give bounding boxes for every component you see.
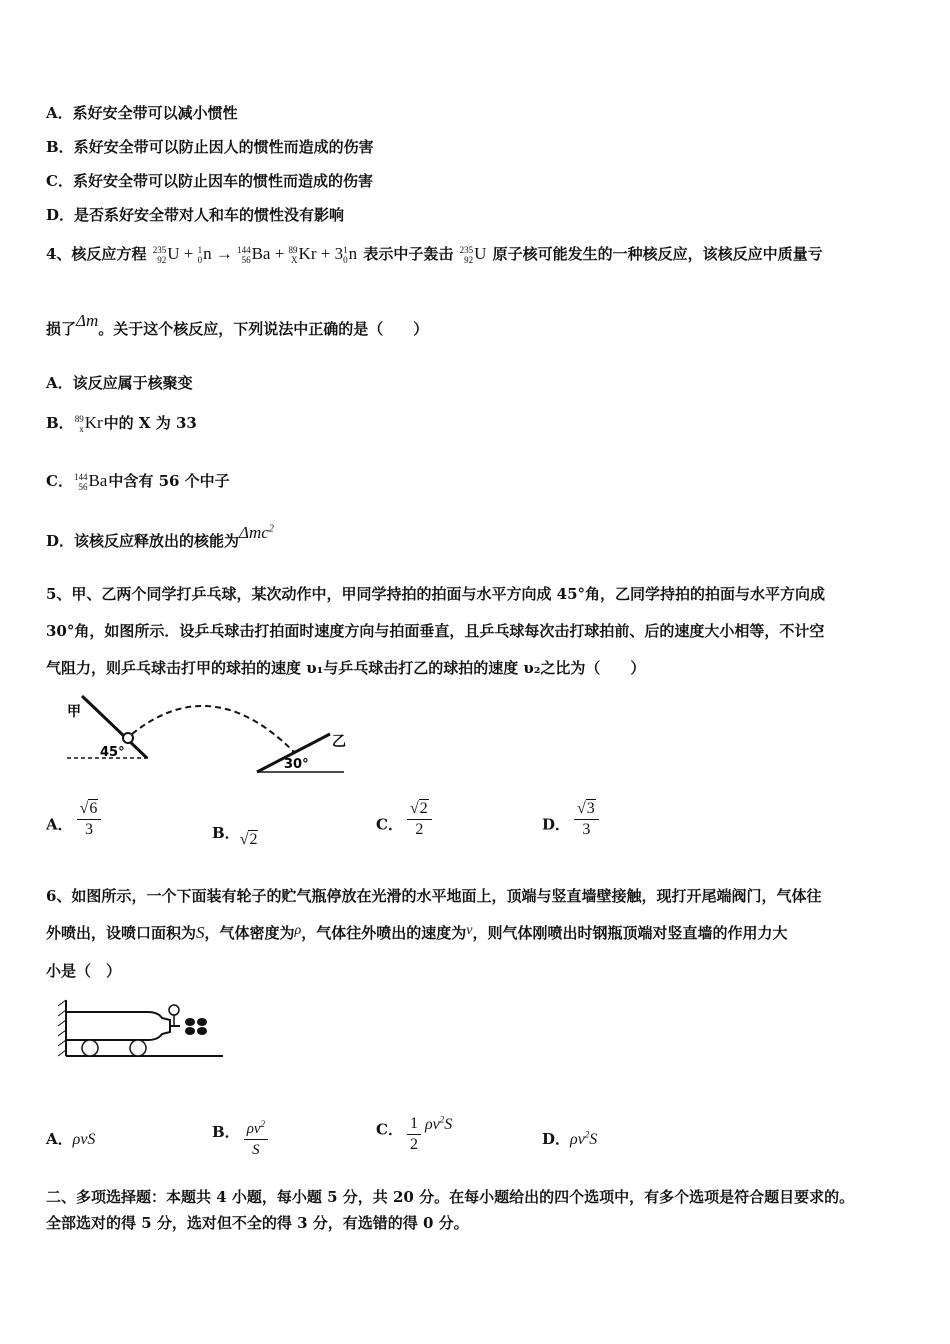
ping-pong-figure — [62, 690, 362, 780]
q4-option-b[interactable]: B． 89 x Kr中的 X 为 33 — [46, 413, 197, 435]
q5-stem-line3: 气阻力，则乒乓球击打甲的球拍的速度 υ₁与乒乓球击打乙的球拍的速度 υ₂之比为（ ） — [46, 659, 646, 677]
uranium-nuclide: 235 92 U — [459, 244, 487, 266]
q5-stem-line2: 30°角，如图所示．设乒乓球击打拍面时速度方向与拍面垂直，且乒乓球每次击打球拍前、后的速度大小相等，不计空 — [46, 622, 825, 640]
q4-option-d[interactable]: D．该核反应释放出的核能为Δmc$^2$ — [46, 523, 274, 550]
q5-option-d[interactable]: D． $\frac{√3}{3}$ — [542, 805, 603, 846]
angle-30: 30° — [284, 757, 309, 772]
q3-option-c[interactable]: C．系好安全带可以防止因车的惯性而造成的伤害 — [46, 172, 373, 190]
q6-stem-line1: 6、如图所示，一个下面装有轮子的贮气瓶停放在光滑的水平地面上，顶端与竖直墙壁接触，现打开尾端阀门，气体往 — [46, 887, 822, 905]
q5-option-c[interactable]: C． $\frac{√2}{2}$ — [376, 805, 436, 846]
label-jia: 甲 — [67, 704, 81, 720]
q4-stem-line1: 4、核反应方程 235 92 U + 1 0 n → 144 56 Ba + 89 X Kr + 3 1 0 n 表示中子轰击 235 92 U 原子核可能发生的一种核反应，该核反应中质量亏 — [46, 244, 823, 266]
q5-option-b[interactable]: B．√2 — [212, 824, 258, 848]
section2-heading-line1: 二、多项选择题：本题共 4 小题，每小题 5 分，共 20 分。在每小题给出的四个选项中，有多个选项是符合题目要求的。 — [46, 1188, 855, 1206]
q5-option-a[interactable]: A． $\frac{√6}{3}$ — [46, 805, 105, 846]
q6-stem-line3: 小是（ ） — [46, 962, 122, 980]
nuclear-equation: 235 92 U + 1 0 n → 144 56 Ba + 89 X Kr + 3 1 0 n — [152, 244, 358, 266]
q5-stem-line1: 5、甲、乙两个同学打乒乓球，某次动作中，甲同学持拍的拍面与水平方向成 45°角，乙同学持拍的拍面与水平方向成 — [46, 585, 826, 603]
q6-option-a[interactable]: A．ρvS — [46, 1130, 96, 1148]
q3-option-b[interactable]: B．系好安全带可以防止因人的惯性而造成的伤害 — [46, 138, 374, 156]
q6-option-d[interactable]: D．$\rho v^2S$ — [542, 1129, 598, 1148]
q4-option-c[interactable]: C． 144 56 Ba中含有 56 个中子 — [46, 471, 230, 493]
q6-option-c[interactable]: C． $\frac{1}{2}$ $\rho v^2S$ — [376, 1114, 453, 1153]
label-yi: 乙 — [332, 734, 346, 750]
q4-stem-line2: 损了Δm。关于这个核反应，下列说法中正确的是（ ） — [46, 311, 429, 338]
angle-45: 45° — [100, 745, 125, 760]
q6-stem-line2: 外喷出，设喷口面积为S，气体密度为ρ，气体往外喷出的速度为v，则气体刚喷出时钢瓶顶端对竖直墙的作用力大 — [46, 923, 788, 942]
q4-option-a[interactable]: A．该反应属于核聚变 — [46, 374, 193, 392]
q3-option-a[interactable]: A．系好安全带可以减小惯性 — [46, 104, 238, 122]
q3-option-d[interactable]: D．是否系好安全带对人和车的惯性没有影响 — [46, 206, 345, 224]
section2-heading-line2: 全部选对的得 5 分，选对但不全的得 3 分，有选错的得 0 分。 — [46, 1214, 469, 1232]
gas-cylinder-figure — [58, 998, 228, 1062]
q6-option-b[interactable]: B． $\frac{\rho v^2}{S}$ — [212, 1110, 272, 1156]
